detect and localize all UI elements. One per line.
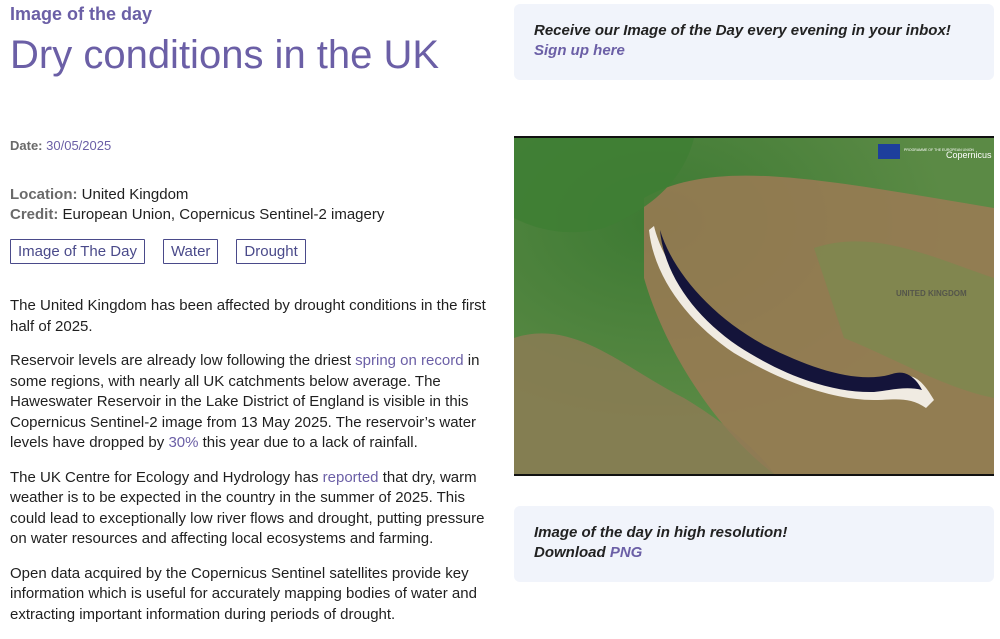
paragraph-2-text-c: this year due to a lack of rainfall. [198, 434, 418, 451]
date-value: 30/05/2025 [46, 138, 112, 153]
tag-image-of-the-day[interactable]: Image of The Day [10, 239, 145, 264]
date-label: Date: [10, 138, 43, 153]
paragraph-3 [10, 468, 492, 550]
country-label: UNITED KINGDOM [896, 289, 967, 298]
credit-line [10, 205, 384, 225]
sign-up-link[interactable]: Sign up here [534, 42, 625, 59]
paragraph-4: Open data acquired by the Copernicus Sentinel satellites provide key information which is useful for accurately mapping bodies of water and extracting important information during periods of drought. [10, 564, 477, 623]
download-prefix: Download [534, 544, 610, 561]
date-line [10, 138, 111, 153]
credit-label: Credit: [10, 206, 59, 223]
paragraph-2 [10, 351, 492, 454]
eu-flag-icon [878, 144, 900, 159]
reported-link[interactable]: reported [322, 468, 379, 486]
section-kicker: Image of the day [10, 4, 153, 24]
eu-programme-label: PROGRAMME OF THE EUROPEAN UNION [904, 148, 974, 152]
download-png-link[interactable]: PNG [609, 544, 643, 561]
paragraph-2-text-b: in some regions, with nearly all UK catchments below average. The Haweswater Reservoir in the Lake District of England is visible in this Copernicus Sentinel-2 image from 13 May 2025. The reservoir’s water levels have dropped by [10, 352, 480, 451]
paragraph-2-text-a: Reservoir levels are already low following the driest [10, 352, 356, 369]
page-title: Dry conditions in the UK [10, 33, 440, 77]
tag-drought[interactable]: Drought [236, 239, 305, 264]
copernicus-logo-text: Copernicus [946, 150, 992, 160]
download-panel [514, 506, 994, 582]
satellite-image[interactable] [514, 136, 994, 476]
newsletter-promo [514, 4, 994, 80]
location-value: United Kingdom [81, 186, 189, 203]
location-label: Location: [10, 186, 78, 203]
download-line [534, 543, 974, 563]
thirty-percent-link[interactable]: 30% [168, 434, 199, 451]
paragraph-3-text-a: The UK Centre for Ecology and Hydrology has [10, 468, 323, 486]
satellite-image-svg [514, 138, 994, 474]
download-heading: Image of the day in high resolution! [534, 524, 788, 541]
spring-on-record-link[interactable]: spring on record [355, 352, 464, 369]
newsletter-text: Receive our Image of the Day every evening in your inbox! [534, 22, 951, 39]
article-column [10, 0, 492, 623]
location-line [10, 185, 384, 205]
article-body [10, 296, 492, 639]
tag-water[interactable]: Water [163, 239, 218, 264]
tag-list [10, 239, 324, 264]
credit-value: European Union, Copernicus Sentinel-2 imagery [62, 206, 385, 223]
paragraph-1: The United Kingdom has been affected by drought conditions in the first half of 2025. [10, 297, 486, 335]
location-credit-block [10, 185, 384, 225]
paragraph-3-text-b: that dry, warm weather is to be expected in the country in the summer of 2025. This could lead to exceptionally low river flows and drought, putting pressure on water resources and affecting local ecosystems and farming. [10, 468, 485, 547]
